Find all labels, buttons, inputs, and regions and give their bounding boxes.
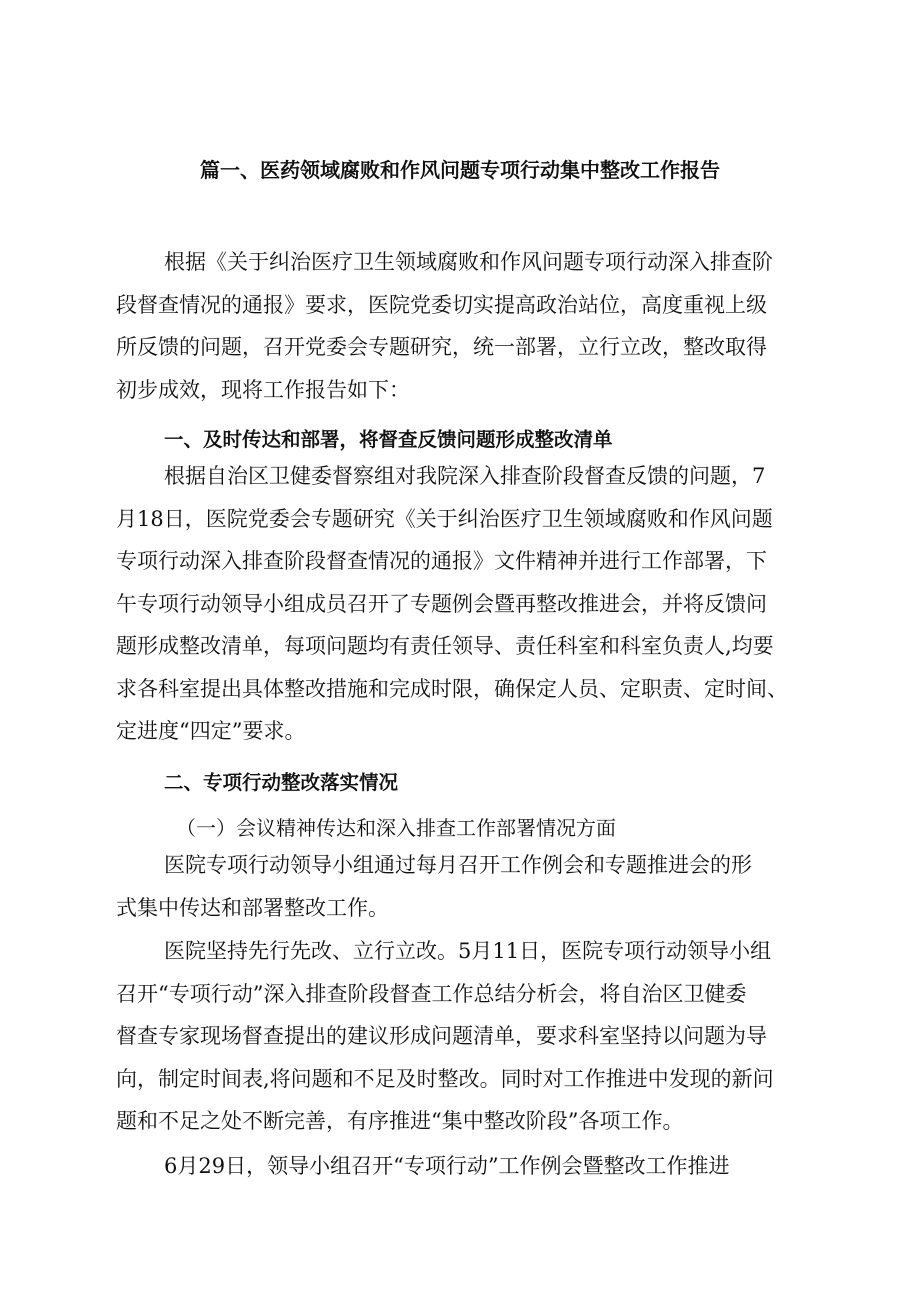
paragraph-b: [116, 930, 841, 1143]
text-line: 召开“专项行动”深入排查阶段督查工作总结分析会，将自治区卫健委: [116, 981, 747, 1006]
text-line: 题形成整改清单，每项问题均有责任领导、责任科室和科室负责人,均要: [116, 634, 774, 658]
section1-paragraph: [116, 455, 841, 753]
text-line: 式集中传达和部署整改工作。: [116, 895, 389, 920]
text-line: 6月29日，领导小组召开“专项行动”工作例会暨整改工作推进: [164, 1154, 730, 1178]
text-line: 题和不足之处不断完善，有序推进“集中整改阶段”各项工作。: [116, 1109, 684, 1133]
subsection-heading-1: （一）会议精神传达和深入排查工作部署情况方面: [176, 816, 616, 840]
paragraph-a: [116, 844, 841, 929]
text-line: 初步成效，现将工作报告如下：: [116, 377, 410, 402]
text-line: 所反馈的问题，召开党委会专题研究，统一部署，立行立改，整改取得: [116, 335, 767, 359]
text-line: 向，制定时间表,将问题和不足及时整改。同时对工作推进中发现的新问: [116, 1066, 774, 1091]
text-line: 根据自治区卫健委督察组对我院深入排查阶段督查反馈的问题，7: [164, 464, 766, 488]
text-line: 专项行动深入排查阶段督查情况的通报》文件精神并进行工作部署，下: [116, 549, 767, 573]
section-heading-2: 二、专项行动整改落实情况: [164, 771, 399, 794]
text-line: 医院专项行动领导小组通过每月召开工作例会和专题推进会的形: [164, 853, 752, 877]
section-heading-1: 一、及时传达和部署，将督查反馈问题形成整改清单: [164, 428, 613, 451]
text-line: 求各科室提出具体整改措施和完成时限，确保定人员、定职责、定时间、: [116, 676, 788, 701]
text-line: 午专项行动领导小组成员召开了专题例会暨再整改推进会，并将反馈问: [116, 591, 767, 616]
text-line: 定进度“四定”要求。: [116, 719, 306, 743]
text-line: 医院坚持先行先改、立行立改。5月11日，医院专项行动领导小组: [164, 939, 772, 963]
text-line: 督查专家现场督查提出的建议形成问题清单，要求科室坚持以问题为导: [116, 1024, 767, 1048]
document-title: 篇一、医药领域腐败和作风问题专项行动集中整改工作报告: [200, 158, 720, 182]
intro-paragraph: [116, 241, 841, 411]
text-line: 段督查情况的通报》要求，医院党委切实提高政治站位，高度重视上级: [116, 292, 767, 317]
text-line: 月18日，医院党委会专题研究《关于纠治医疗卫生领域腐败和作风问题: [116, 506, 773, 531]
text-line: 根据《关于纠治医疗卫生领域腐败和作风问题专项行动深入排查阶: [164, 250, 773, 274]
paragraph-c: [116, 1145, 841, 1188]
